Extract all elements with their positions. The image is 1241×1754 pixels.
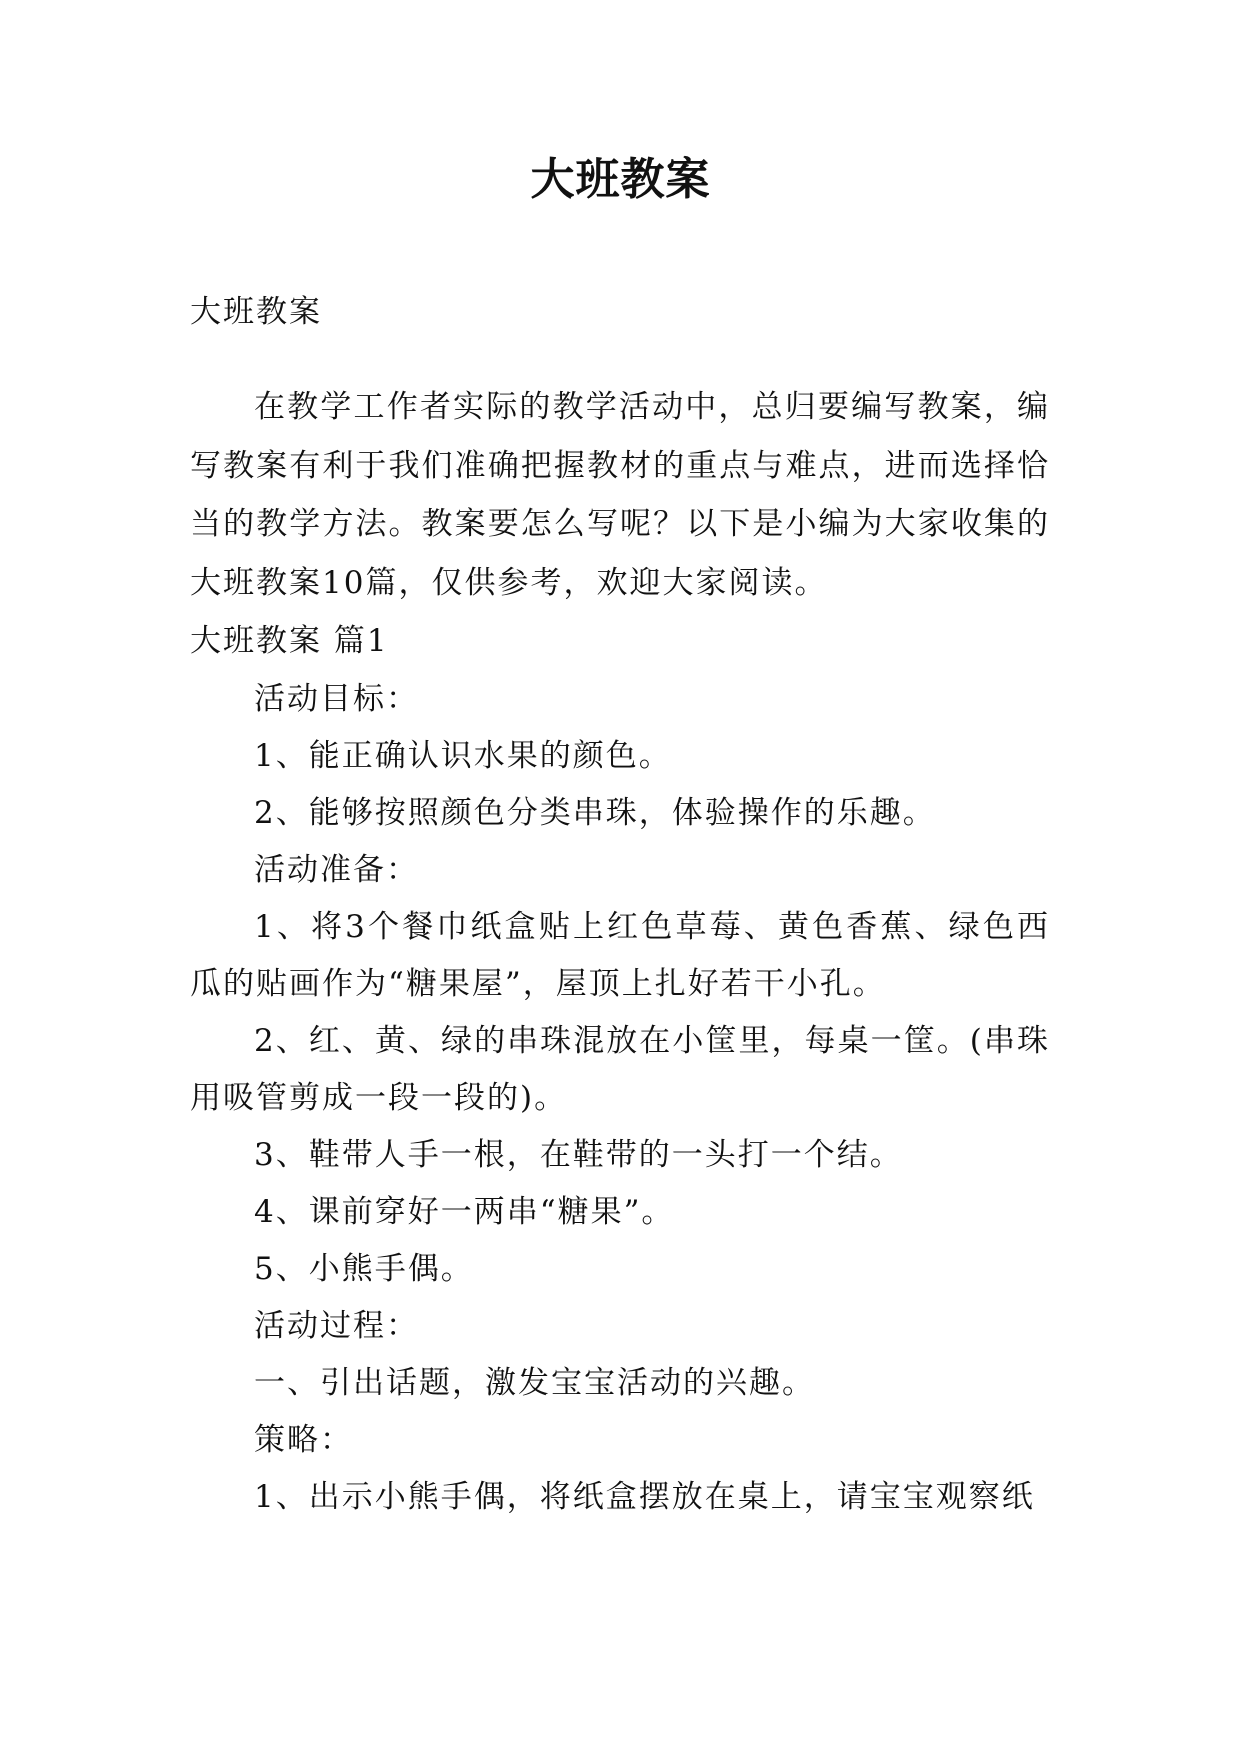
paragraph-prep-1: 1、将3个餐巾纸盒贴上红色草莓、黄色香蕉、绿色西瓜的贴画作为“糖果屋”，屋顶上扎好若干小孔。 — [190, 908, 1050, 1002]
paragraph-prep-3: 3、鞋带人手一根，在鞋带的一头打一个结。 — [254, 1136, 903, 1173]
document-body — [190, 290, 1050, 1526]
intro-paragraph: 在教学工作者实际的教学活动中，总归要编写教案，编写教案有利于我们准确把握教材的重点与难点，进而选择恰当的教学方法。教案要怎么写呢？以下是小编为大家收集的大班教案10篇，仅供参考，欢迎大家阅读。 — [190, 389, 1050, 601]
section-heading: 大班教案 篇1 — [190, 623, 389, 659]
document-subtitle: 大班教案 — [190, 294, 322, 330]
document-title: 大班教案 — [530, 154, 711, 205]
paragraph-goal-1: 1、能正确认识水果的颜色。 — [254, 737, 672, 774]
paragraph-prep-2: 2、红、黄、绿的串珠混放在小筐里，每桌一筐。(串珠用吸管剪成一段一段的)。 — [190, 1022, 1050, 1116]
paragraph-activity-goals: 活动目标： — [254, 680, 419, 717]
paragraph-prep-4: 4、课前穿好一两串“糖果”。 — [254, 1193, 675, 1230]
paragraph-activity-prep: 活动准备： — [254, 851, 419, 888]
paragraph-strategy: 策略： — [254, 1421, 353, 1458]
paragraph-goal-2: 2、能够按照颜色分类串珠，体验操作的乐趣。 — [254, 794, 936, 831]
paragraph-process-step-1: 一、引出话题，激发宝宝活动的兴趣。 — [254, 1364, 815, 1401]
paragraph-strategy-1: 1、出示小熊手偶，将纸盒摆放在桌上，请宝宝观察纸 — [254, 1478, 1035, 1515]
paragraph-prep-5: 5、小熊手偶。 — [254, 1250, 474, 1287]
paragraph-activity-process: 活动过程： — [254, 1307, 419, 1344]
